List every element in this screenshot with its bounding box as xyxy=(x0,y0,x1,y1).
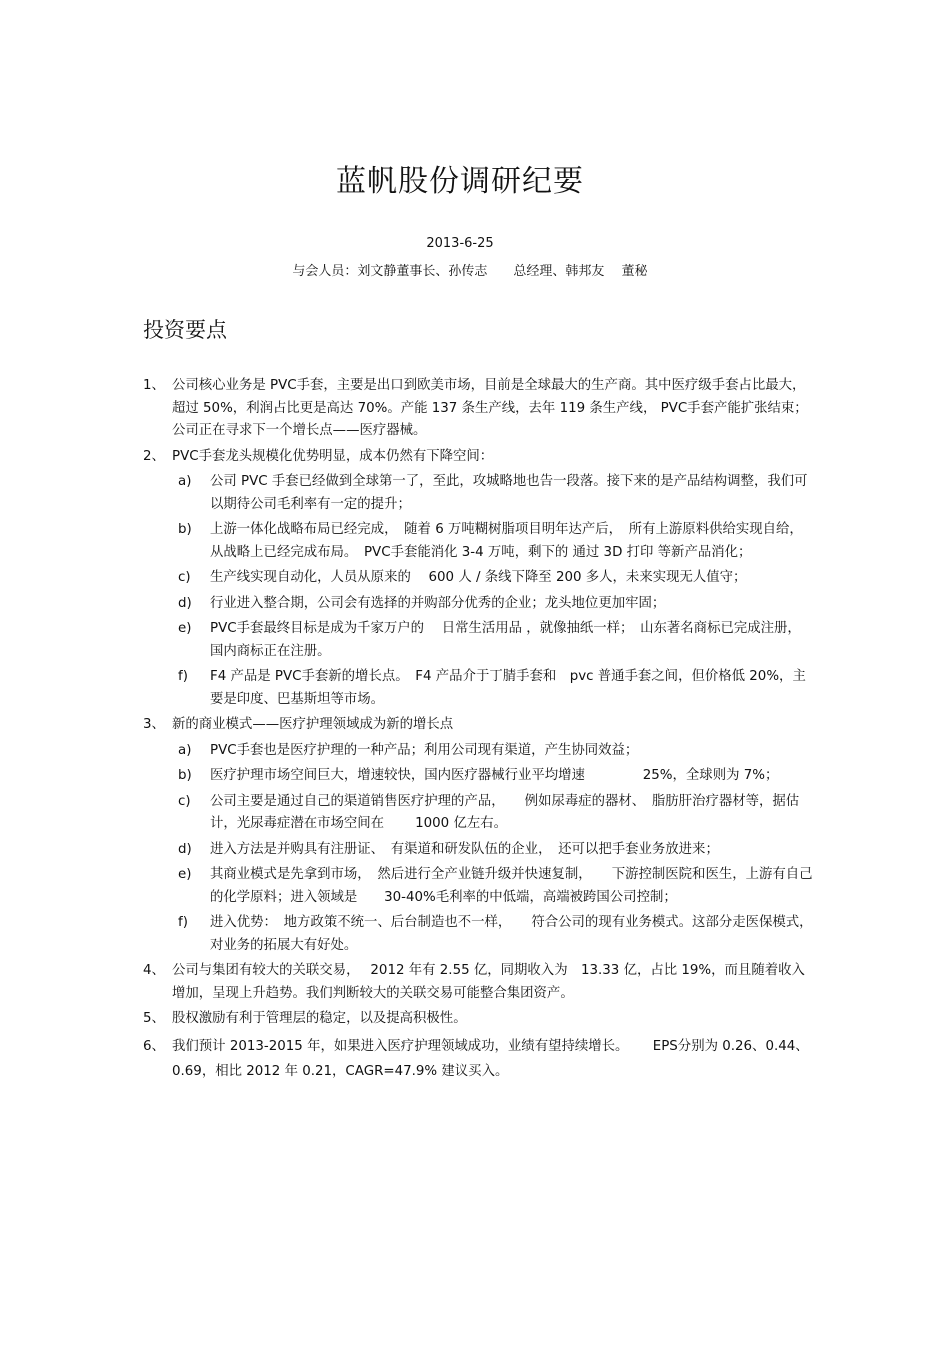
sub-item-3b xyxy=(143,765,813,788)
investment-points-list xyxy=(143,375,813,1087)
list-item-number: 3、 xyxy=(143,717,165,732)
list-item-number: 6、 xyxy=(143,1038,165,1054)
sub-item-3c xyxy=(143,791,813,836)
sub-item-text: 公司 PVC 手套已经做到全球第一了，至此，攻城略地也告一段落。接下来的是产品结构调整，我们可以期待公司毛利率有一定的提升； xyxy=(210,474,808,512)
list-item-number: 5、 xyxy=(143,1011,165,1026)
sub-item-2e xyxy=(143,618,813,663)
sub-item-3f xyxy=(143,912,813,957)
list-item-4 xyxy=(143,960,813,1005)
sub-item-text: 生产线实现自动化，人员从原来的 600 人 / 条线下降至 200 多人，未来实现无人值守； xyxy=(210,570,747,585)
sub-item-text: PVC手套也是医疗护理的一种产品；利用公司现有渠道，产生协同效益； xyxy=(210,742,639,758)
sub-item-2d xyxy=(143,593,813,616)
sub-item-letter: c) xyxy=(178,570,191,585)
sub-item-2a xyxy=(143,471,813,516)
sub-item-letter: a) xyxy=(178,474,192,489)
sub-item-letter: b) xyxy=(178,768,192,783)
sub-item-text: 公司主要是通过自己的渠道销售医疗护理的产品， 例如尿毒症的器材、 脂肪肝治疗器材等，据估计，光尿毒症潜在市场空间在 1000 亿左右。 xyxy=(210,793,800,831)
section-heading-investment-points: 投资要点 xyxy=(143,318,227,342)
sub-item-letter: d) xyxy=(178,841,192,857)
sub-item-text: F4 产品是 PVC手套新的增长点。 F4 产品介于丁腈手套和 pvc 普通手套之间，但价格低 20%，主要是印度、巴基斯坦等市场。 xyxy=(210,669,806,707)
list-item-number: 4、 xyxy=(143,963,165,978)
list-item-text: PVC手套龙头规模化优势明显，成本仍然有下降空间： xyxy=(172,448,494,464)
list-item-text: 公司核心业务是 PVC手套，主要是出口到欧美市场，目前是全球最大的生产商。其中医疗级手套占比最大，超过 50%，利润占比更是高达 70%。产能 137 条生产线，去年 119 条生产线， PVC手套产能扩张结束；公司正在寻求下一个增长点——医疗器械。 xyxy=(172,378,808,438)
sub-item-text: 其商业模式是先拿到市场， 然后进行全产业链升级并快速复制， 下游控制医院和医生，上游有自己的化学原料；进入领域是 30-40%毛利率的中低端，高端被跨国公司控制； xyxy=(210,867,813,905)
list-item-3 xyxy=(143,714,813,737)
attendees-line: 与会人员：刘文静董事长、孙传志 总经理、韩邦友 董秘 xyxy=(292,264,648,279)
list-item-2 xyxy=(143,446,813,469)
list-item-text: 新的商业模式——医疗护理领域成为新的增长点 xyxy=(172,717,454,732)
list-item-number: 2、 xyxy=(143,448,165,464)
sub-item-letter: b) xyxy=(178,522,192,537)
sub-item-text: 行业进入整合期，公司会有选择的并购部分优秀的企业；龙头地位更加牢固； xyxy=(210,595,666,611)
list-item-5 xyxy=(143,1008,813,1031)
list-item-number: 1、 xyxy=(143,378,165,393)
sub-item-text: 进入方法是并购具有注册证、 有渠道和研发队伍的企业， 还可以把手套业务放进来； xyxy=(210,841,719,857)
sub-item-letter: d) xyxy=(178,595,192,611)
sub-item-3a xyxy=(143,740,813,763)
list-item-text: 我们预计 2013-2015 年，如果进入医疗护理领域成功，业绩有望持续增长。 EPS分别为 0.26、0.44、0.69，相比 2012 年 0.21，CAGR=47.9% 建议买入。 xyxy=(172,1038,809,1079)
list-item-text: 股权激励有利于管理层的稳定，以及提高积极性。 xyxy=(172,1011,467,1026)
sub-item-2b xyxy=(143,519,813,564)
sub-item-text: 进入优势： 地方政策不统一、后台制造也不一样， 符合公司的现有业务模式。这部分走医保模式，对业务的拓展大有好处。 xyxy=(210,915,813,953)
sub-item-text: 医疗护理市场空间巨大，增速较快，国内医疗器械行业平均增速 25%，全球则为 7%； xyxy=(210,768,779,783)
list-item-text: 公司与集团有较大的关联交易， 2012 年有 2.55 亿，同期收入为 13.33 亿，占比 19%，而且随着收入增加，呈现上升趋势。我们判断较大的关联交易可能整合集团资产。 xyxy=(172,963,805,1001)
sub-item-letter: a) xyxy=(178,742,192,758)
sub-item-2f xyxy=(143,666,813,711)
sub-item-letter: e) xyxy=(178,867,192,882)
sub-item-text: PVC手套最终目标是成为千家万户的 日常生活用品 ，就像抽纸一样； 山东著名商标已完成注册，国内商标正在注册。 xyxy=(210,621,801,659)
sub-item-3e xyxy=(143,864,813,909)
sub-item-3d xyxy=(143,839,813,862)
list-item-1 xyxy=(143,375,813,443)
sub-item-text: 上游一体化战略布局已经完成， 随着 6 万吨糊树脂项目明年达产后， 所有上游原料供给实现自给， 从战略上已经完成布局。 PVC手套能消化 3-4 万吨，剩下的 通过 3D 打印 等新产品消化； xyxy=(210,522,810,560)
meeting-date: 2013-6-25 xyxy=(426,236,494,251)
sub-item-letter: c) xyxy=(178,793,191,809)
sub-item-2c xyxy=(143,567,813,590)
document-title: 蓝帆股份调研纪要 xyxy=(336,164,584,199)
list-item-6 xyxy=(143,1034,813,1084)
sub-item-letter: f) xyxy=(178,669,188,684)
sub-item-letter: f) xyxy=(178,915,188,930)
sub-item-letter: e) xyxy=(178,621,192,636)
